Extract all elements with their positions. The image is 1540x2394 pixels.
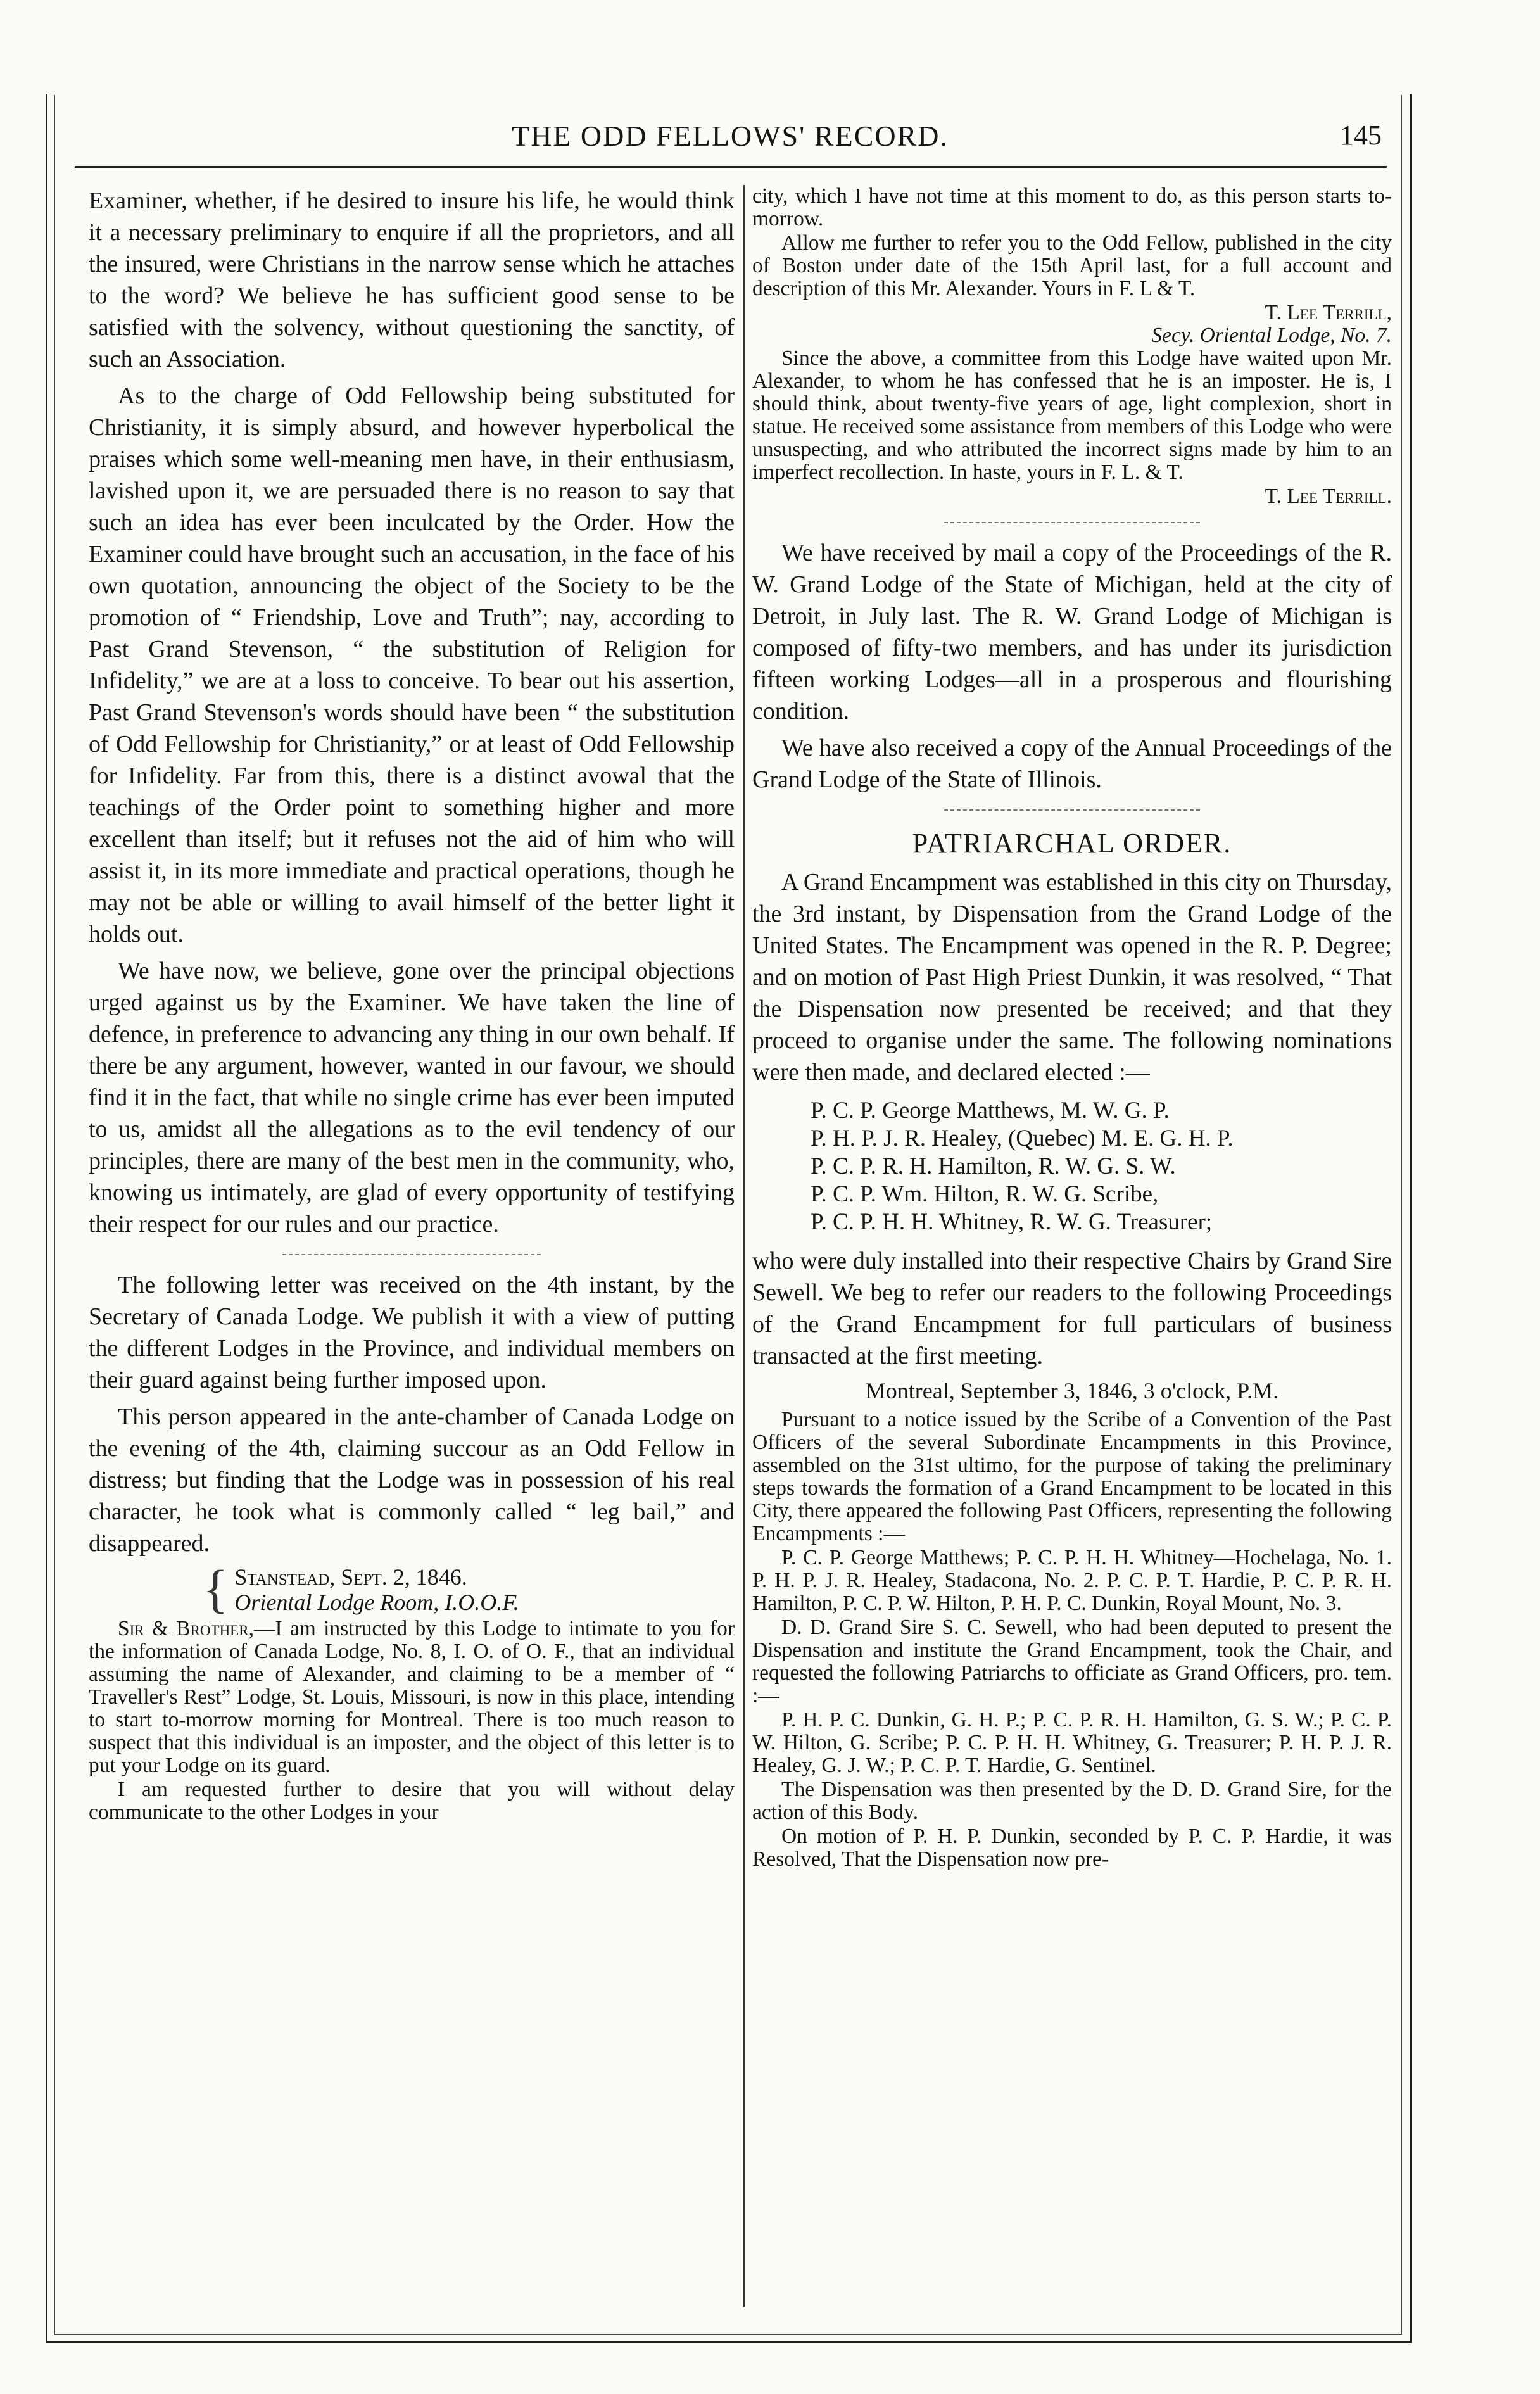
meeting-dateline: Montreal, September 3, 1846, 3 o'clock, P.M. — [865, 1378, 1279, 1403]
right-column — [752, 185, 1392, 2300]
brace-glyph: { — [203, 1560, 229, 1619]
minutes-paragraph: P. C. P. George Matthews; P. C. P. H. H. Whitney—Hochelaga, No. 1. P. H. P. J. R. Healey, Stadacona, No. 2. P. C. P. T. Hardie, P. C. P. R. H. Hamilton, P. C. P. W. Hilton, P. H. P. C. Dunkin, Royal Mount, No. 3. — [752, 1546, 1392, 1615]
letter-body: I am requested further to desire that you will without delay communicate to the other Lodges in your — [89, 1778, 735, 1824]
letter-body: Since the above, a committee from this Lodge have waited upon Mr. Alexander, to whom he has confessed that he is an imposter. He is, I should think, about twenty-five years of age, light complexion, short in statue. He received some assistance from members of this Lodge who were unsuspecting, and who attributed the incorrect signs made by him to an imperfect recollection. In haste, yours in F. L. & T. — [752, 346, 1392, 484]
place-date: Stanstead, Sept. 2, 1846. — [234, 1564, 467, 1590]
minutes-paragraph: P. H. P. C. Dunkin, G. H. P.; P. C. P. R. H. Hamilton, G. S. W.; P. C. P. W. Hilton, G. Scribe; P. C. P. H. H. Whitney, G. Treasurer; P. H. P. J. R. Healey, G. J. W.; P. C. P. T. Hardie, G. Sentinel. — [752, 1708, 1392, 1777]
paragraph: A Grand Encampment was established in this city on Thursday, the 3rd instant, by Dispensation from the Grand Lodge of the United States. The Encampment was opened in the R. P. Degree; and on motion of Past High Priest Dunkin, it was resolved, “ That the Dispensation now presented be received; and that they proceed to organise under the same. The following nominations were then made, and declared elected :— — [752, 869, 1392, 1086]
letter-body: Sir & Brother,—I am instructed by this Lodge to intimate to you for the information of Canada Lodge, No. 8, I. O. of O. F., that an individual assuming the name of Alexander, and claiming to be a member of “ Traveller's Rest” Lodge, St. Louis, Missouri, is now in this place, intending to start to-morrow morning for Montreal. There is too much reason to suspect that this individual is an imposter, and the object of this letter is to put your Lodge on its guard. — [89, 1617, 735, 1777]
signature-title: Secy. Oriental Lodge, No. 7. — [1151, 324, 1392, 347]
officer-entry: P. C. P. R. H. Hamilton, R. W. G. S. W. — [811, 1153, 1176, 1179]
officer-entry: P. H. P. J. R. Healey, (Quebec) M. E. G. H. P. — [811, 1125, 1234, 1151]
officer-list — [811, 1097, 1392, 1236]
letter-body: Allow me further to refer you to the Odd Fellow, published in the city of Boston under date of the 15th April last, for a full account and description of this Mr. Alexander. Yours in F. L & T. — [752, 231, 1392, 300]
letter-dateline — [203, 1560, 735, 1619]
place-name: Oriental Lodge Room, I.O.O.F. — [234, 1590, 519, 1615]
page-number: 145 — [1340, 120, 1382, 151]
section-heading: PATRIARCHAL ORDER. — [912, 828, 1232, 859]
journal-title: THE ODD FELLOWS' RECORD. — [511, 120, 949, 152]
officer-entry: P. C. P. H. H. Whitney, R. W. G. Treasurer; — [811, 1209, 1213, 1235]
paragraph: This person appeared in the ante-chamber of Canada Lodge on the evening of the 4th, claiming succour as an Odd Fellow in distress; but finding that the Lodge was in possession of his real character, he took what is commonly called “ leg bail,” and disappeared. — [89, 1403, 735, 1557]
paragraph: who were duly installed into their respective Chairs by Grand Sire Sewell. We beg to refer our readers to the following Proceedings of the Grand Encampment for full particulars of business transacted at the first meeting. — [752, 1248, 1392, 1369]
signature-name: T. Lee Terrill. — [1265, 484, 1392, 508]
letter-body: city, which I have not time at this moment to do, as this person starts to-morrow. — [752, 185, 1392, 231]
column-divider — [743, 185, 745, 2307]
minutes-paragraph: The Dispensation was then presented by the D. D. Grand Sire, for the action of this Body. — [752, 1778, 1392, 1824]
officer-entry: P. C. P. George Matthews, M. W. G. P. — [811, 1098, 1170, 1124]
section-separator — [944, 809, 1200, 811]
signature-name: T. Lee Terrill, — [1265, 301, 1392, 324]
left-column — [89, 185, 735, 2300]
section-separator — [282, 1254, 541, 1255]
header-rule — [75, 166, 1387, 168]
running-header — [75, 113, 1385, 163]
minutes-paragraph: On motion of P. H. P. Dunkin, seconded by P. C. P. Hardie, it was Resolved, That the Dispensation now pre- — [752, 1825, 1392, 1871]
paragraph: We have received by mail a copy of the Proceedings of the R. W. Grand Lodge of the State of Michigan, held at the city of Detroit, in July last. The R. W. Grand Lodge of Michigan is composed of fifty-two members, and has under its jurisdiction fifteen working Lodges—all in a prosperous and flourishing condition. — [752, 540, 1392, 725]
paragraph: Examiner, whether, if he desired to insure his life, he would think it a necessary preliminary to enquire if all the proprietors, and all the insured, were Christians in the narrow sense which he attaches to the word? We believe he has sufficient good sense to be satisfied with the solvency, without questioning the sanctity, of such an Association. — [89, 187, 735, 372]
minutes-paragraph: D. D. Grand Sire S. C. Sewell, who had been deputed to present the Dispensation and institute the Grand Encampment, took the Chair, and requested the following Patriarchs to officiate as Grand Officers, pro. tem. :— — [752, 1616, 1392, 1707]
section-separator — [944, 522, 1200, 523]
paragraph: As to the charge of Odd Fellowship being substituted for Christianity, it is simply absurd, and however hyperbolical the praises which some well-meaning men have, in their enthusiasm, lavished upon it, we are persuaded there is no reason to say that such an idea has ever been inculcated by the Order. How the Examiner could have brought such an accusation, in the face of his own quotation, announcing the object of the Society to be the promotion of “ Friendship, Love and Truth”; nay, according to Past Grand Stevenson, “ the substitution of Religion for Infidelity,” we are at a loss to conceive. To bear out his assertion, Past Grand Stevenson's words should have been “ the substitution of Odd Fellowship for Christianity,” or at least of Odd Fellowship for Infidelity. Far from this, there is a distinct avowal that the teachings of the Order point to something higher and more excellent than itself; but it refuses not the aid of him who will assist it, in its more immediate and practical operations, though he may not be able or willing to avail himself of the better light it holds out. — [89, 383, 735, 947]
minutes-paragraph: Pursuant to a notice issued by the Scribe of a Convention of the Past Officers of the several Subordinate Encampments in this Province, assembled on the 31st ultimo, for the purpose of taking the preliminary steps towards the formation of a Grand Encampment to be located in this City, there appeared the following Past Officers, representing the following Encampments :— — [752, 1408, 1392, 1545]
paragraph: The following letter was received on the 4th instant, by the Secretary of Canada Lodge. We publish it with a view of putting the different Lodges in the Province, and individual members on their guard against being further imposed upon. — [89, 1272, 735, 1393]
officer-entry: P. C. P. Wm. Hilton, R. W. G. Scribe, — [811, 1181, 1159, 1207]
paragraph: We have now, we believe, gone over the principal objections urged against us by the Examiner. We have taken the line of defence, in preference to advancing any thing in our own behalf. If there be any argument, however, wanted in our favour, we should find it in the fact, that while no single crime has ever been imputed to us, amidst all the allegations as to the evil tendency of our principles, there are many of the best men in the community, who, knowing us intimately, are glad of every opportunity of testifying their respect for our rules and our practice. — [89, 958, 735, 1238]
paragraph: We have also received a copy of the Annual Proceedings of the Grand Lodge of the State of Illinois. — [752, 735, 1392, 793]
